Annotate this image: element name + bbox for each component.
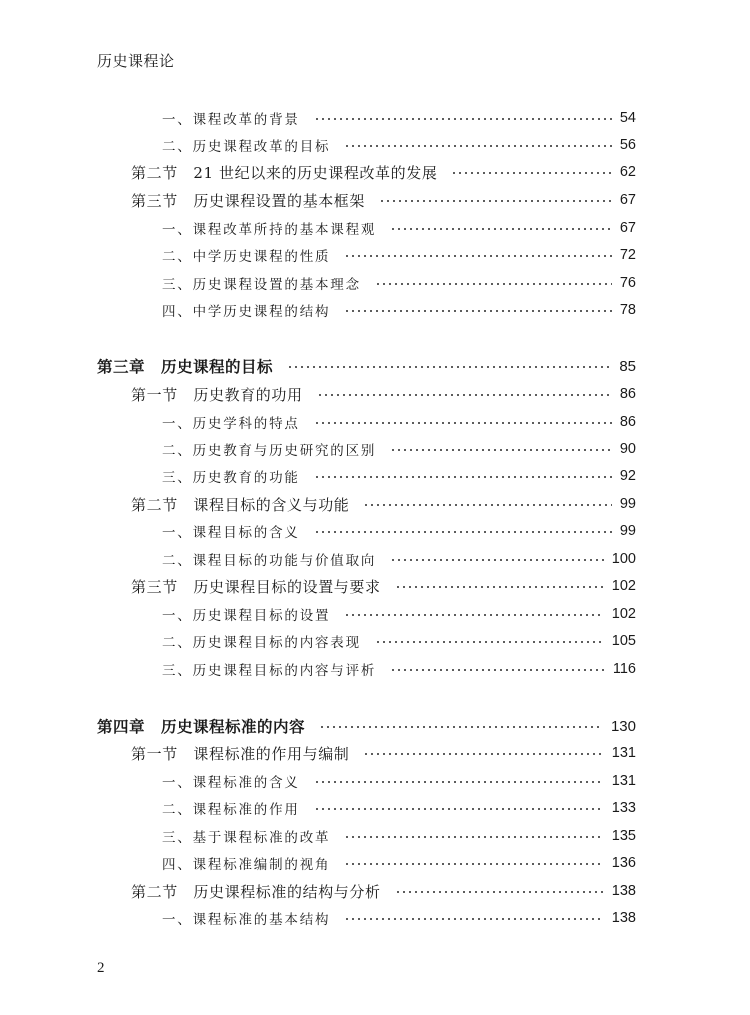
toc-entry-page: 67 (619, 220, 636, 236)
toc-entry[interactable] (162, 298, 636, 322)
toc-entry[interactable] (162, 629, 636, 653)
toc-entry-page: 92 (619, 468, 636, 484)
toc-chapter[interactable] (97, 354, 636, 378)
toc-entry-page: 90 (619, 441, 636, 457)
toc-entry-page: 99 (619, 496, 636, 512)
toc-entry[interactable] (131, 879, 636, 903)
dot-leader (314, 808, 604, 810)
toc-entry-title: 二、历史课程改革的目标 (162, 139, 331, 155)
dot-leader (379, 200, 612, 202)
toc-entry-title: 第三节 历史课程目标的设置与要求 (131, 577, 381, 596)
dot-leader (344, 918, 603, 920)
toc-entry-page: 133 (611, 800, 636, 816)
toc-entry-title: 一、课程改革的背景 (162, 112, 300, 128)
toc-entry-page: 116 (612, 661, 636, 677)
toc-entry-title: 第二节 21 世纪以来的历史课程改革的发展 (131, 163, 438, 182)
toc-entry-title: 一、课程目标的含义 (162, 525, 300, 541)
toc-entry[interactable] (162, 464, 636, 488)
toc-entry-page: 130 (610, 717, 636, 735)
dot-leader (287, 366, 611, 368)
toc-entry-page: 86 (619, 414, 636, 430)
toc-entry[interactable] (162, 410, 636, 434)
toc-entry[interactable] (162, 243, 636, 267)
toc-entry-page: 76 (619, 275, 636, 291)
toc-entry-title: 二、课程标准的作用 (162, 802, 300, 818)
dot-leader (390, 228, 612, 230)
toc-entry[interactable] (131, 741, 636, 765)
toc-entry-title: 第三节 历史课程设置的基本框架 (131, 191, 366, 210)
dot-leader (344, 836, 603, 838)
toc-entry-title: 三、历史教育的功能 (162, 470, 300, 486)
toc-entry[interactable] (162, 851, 636, 875)
toc-entry-title: 一、课程标准的基本结构 (162, 912, 331, 928)
toc-entry-page: 78 (619, 302, 636, 318)
toc-entry-title: 第一节 课程标准的作用与编制 (131, 744, 350, 763)
toc-chapter-title: 第三章 历史课程的目标 (97, 358, 274, 376)
toc-entry[interactable] (162, 796, 636, 820)
toc-entry-page: 138 (611, 883, 636, 899)
toc-entry-page: 102 (611, 578, 636, 594)
toc-entry[interactable] (162, 519, 636, 543)
dot-leader (344, 863, 603, 865)
toc-entry-title: 二、中学历史课程的性质 (162, 249, 331, 265)
dot-leader (344, 614, 603, 616)
toc-entry[interactable] (131, 160, 636, 184)
dot-leader (395, 586, 604, 588)
toc-entry[interactable] (162, 133, 636, 157)
toc-entry[interactable] (162, 602, 636, 626)
dot-leader (319, 726, 603, 728)
dot-leader (390, 449, 612, 451)
dot-leader (314, 476, 612, 478)
dot-leader (375, 641, 604, 643)
running-header: 历史课程论 (97, 52, 175, 70)
toc-entry-page: 138 (611, 910, 636, 926)
toc-entry-page: 99 (619, 523, 636, 539)
dot-leader (314, 781, 604, 783)
toc-entry-page: 100 (611, 551, 636, 567)
dot-leader (363, 753, 603, 755)
toc-entry[interactable] (162, 824, 636, 848)
dot-leader (314, 422, 612, 424)
toc-entry[interactable] (162, 437, 636, 461)
toc-entry[interactable] (162, 547, 636, 571)
dot-leader (344, 310, 612, 312)
toc-entry[interactable] (131, 574, 636, 598)
toc-entry-title: 一、课程标准的含义 (162, 775, 300, 791)
toc-entry-page: 105 (611, 633, 636, 649)
toc-entry-title: 四、课程标准编制的视角 (162, 857, 331, 873)
toc-entry-title: 三、基于课程标准的改革 (162, 830, 331, 846)
toc-entry-title: 第一节 历史教育的功用 (131, 385, 303, 404)
toc-entry-title: 一、历史课程目标的设置 (162, 608, 331, 624)
toc-entry-title: 三、历史课程设置的基本理念 (162, 277, 361, 293)
dot-leader (395, 891, 604, 893)
toc-entry-title: 第二节 历史课程标准的结构与分析 (131, 882, 381, 901)
dot-leader (314, 118, 612, 120)
toc-entry-title: 四、中学历史课程的结构 (162, 304, 331, 320)
toc-entry[interactable] (162, 271, 636, 295)
toc-entry-page: 56 (619, 137, 636, 153)
toc-entry-title: 二、历史课程目标的内容表现 (162, 635, 361, 651)
dot-leader (344, 255, 612, 257)
toc-entry-title: 二、历史教育与历史研究的区别 (162, 443, 377, 459)
toc-entry-page: 72 (619, 247, 636, 263)
toc-entry[interactable] (131, 492, 636, 516)
toc-entry-page: 85 (619, 357, 636, 375)
toc-entry[interactable] (131, 382, 636, 406)
dot-leader (344, 145, 612, 147)
toc-chapter[interactable] (97, 714, 636, 738)
toc-entry-page: 54 (619, 110, 636, 126)
toc-entry-title: 一、课程改革所持的基本课程观 (162, 222, 377, 238)
toc-entry-page: 136 (611, 855, 636, 871)
page-number: 2 (97, 960, 105, 976)
toc-entry[interactable] (162, 769, 636, 793)
toc-entry[interactable] (162, 216, 636, 240)
dot-leader (314, 531, 612, 533)
toc-entry-title: 三、历史课程目标的内容与评析 (162, 663, 377, 679)
dot-leader (363, 504, 611, 506)
toc-entry-page: 131 (611, 773, 636, 789)
toc-entry-page: 62 (619, 164, 636, 180)
toc-entry[interactable] (162, 106, 636, 130)
dot-leader (317, 394, 612, 396)
toc-entry-title: 第二节 课程目标的含义与功能 (131, 495, 350, 514)
toc-entry-page: 131 (611, 745, 636, 761)
toc-entry[interactable] (131, 188, 636, 212)
toc-entry-page: 135 (611, 828, 636, 844)
dot-leader (390, 559, 604, 561)
toc-entry-page: 67 (619, 192, 636, 208)
dot-leader (375, 283, 612, 285)
toc-chapter-title: 第四章 历史课程标准的内容 (97, 718, 306, 736)
dot-leader (451, 172, 611, 174)
toc-entry[interactable] (162, 906, 636, 930)
toc-entry-page: 102 (611, 606, 636, 622)
dot-leader (390, 669, 605, 671)
toc-entry[interactable] (162, 657, 636, 681)
toc-entry-title: 二、课程目标的功能与价值取向 (162, 553, 377, 569)
toc-entry-page: 86 (619, 386, 636, 402)
toc-entry-title: 一、历史学科的特点 (162, 416, 300, 432)
